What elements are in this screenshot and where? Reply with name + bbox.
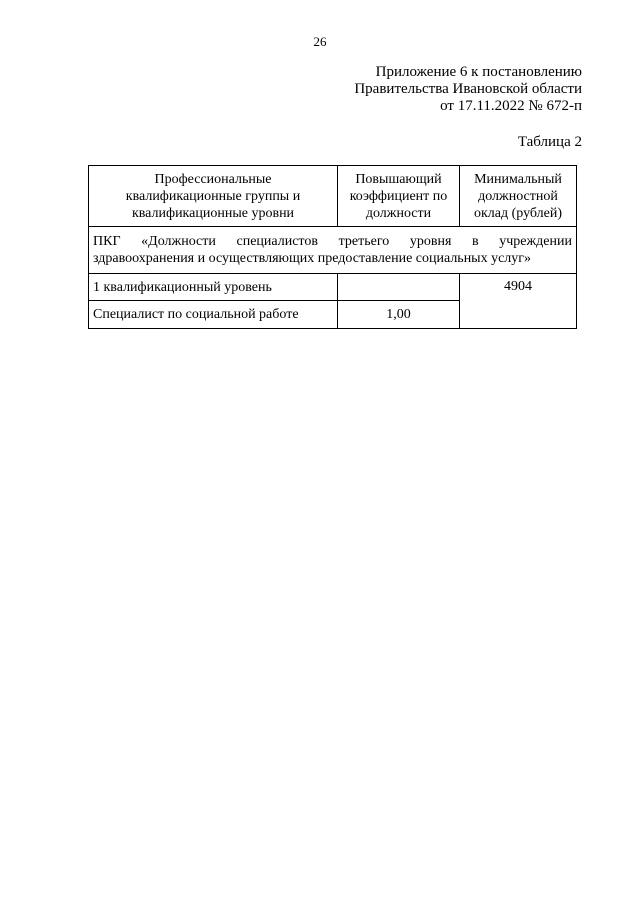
position-name-cell: Специалист по социальной работе bbox=[89, 301, 338, 329]
group-title: ПКГ «Должности специалистов третьего уровня в учреждении здравоохранения и осуществляющих предоставление социальных услуг» bbox=[93, 234, 572, 266]
header-line: оклад (рублей) bbox=[473, 205, 563, 221]
header-line: Повышающий bbox=[355, 171, 442, 187]
header-line: коэффициент по bbox=[349, 188, 448, 204]
coefficient-cell: 1,00 bbox=[338, 301, 460, 329]
salary-table bbox=[88, 165, 577, 329]
header-line: квалификационные уровни bbox=[131, 205, 295, 221]
group-title-cell bbox=[89, 227, 577, 274]
qualification-level-cell: 1 квалификационный уровень bbox=[89, 274, 338, 301]
appendix-line-3: от 17.11.2022 № 672-п bbox=[440, 98, 582, 114]
table-label: Таблица 2 bbox=[517, 134, 582, 150]
salary-cell: 4904 bbox=[460, 274, 577, 329]
header-line: должностной bbox=[478, 188, 558, 204]
table-group-row bbox=[89, 227, 577, 274]
table-header-row bbox=[89, 166, 577, 227]
table-row bbox=[89, 274, 577, 301]
header-line: Профессиональные bbox=[154, 171, 272, 187]
appendix-line-2: Правительства Ивановской области bbox=[354, 81, 582, 97]
header-line: должности bbox=[365, 205, 432, 221]
header-line: Минимальный bbox=[474, 171, 562, 187]
page-number: 26 bbox=[313, 34, 327, 49]
header-min-salary bbox=[460, 166, 577, 227]
header-line: квалификационные группы и bbox=[125, 188, 301, 204]
header-qualification-groups bbox=[89, 166, 338, 227]
header-coefficient bbox=[338, 166, 460, 227]
coefficient-cell bbox=[338, 274, 460, 301]
appendix-line-1: Приложение 6 к постановлению bbox=[375, 64, 582, 80]
appendix-header bbox=[354, 64, 582, 115]
